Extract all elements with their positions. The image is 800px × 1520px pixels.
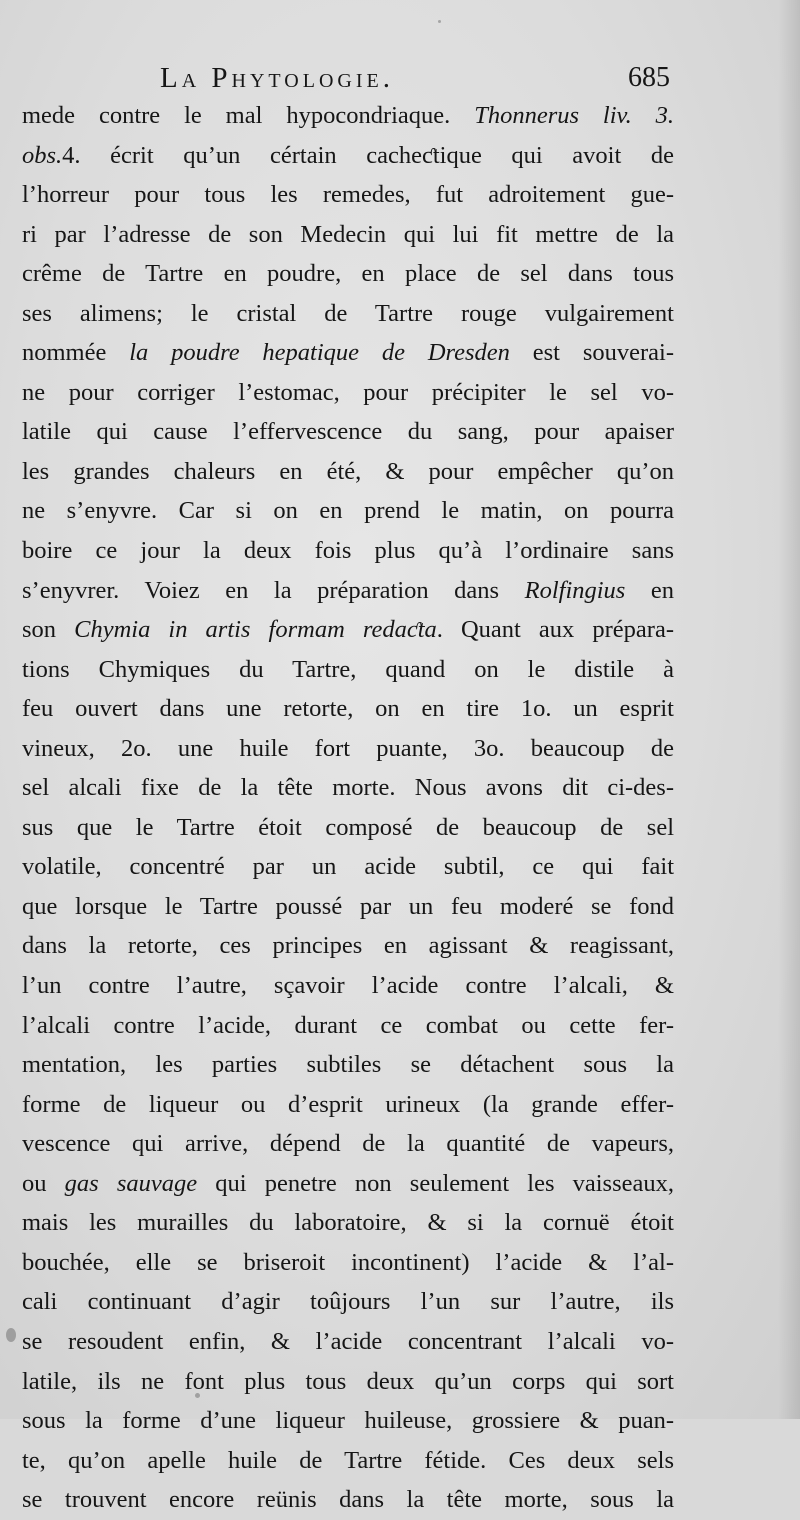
text-run: nommée: [22, 339, 130, 367]
text-line: [22, 768, 674, 808]
text-run: qui penetre non seulement les vaisseaux,: [197, 1169, 675, 1197]
paper-speck: [6, 1328, 16, 1342]
text-line: [22, 452, 674, 492]
text-line: [22, 571, 674, 611]
text-line: [22, 1362, 674, 1402]
text-run: que lorsque le Tartre poussé par un feu moderé se fond: [22, 892, 674, 920]
text-run: l’alcali contre l’acide, durant ce combat ou cette fer-: [22, 1011, 674, 1039]
text-line: [22, 650, 674, 690]
running-title: La Phytologie.: [160, 62, 394, 94]
paper-speck: [438, 20, 441, 23]
italic-run: Thonnerus liv. 3.: [474, 102, 674, 129]
text-run: les grandes chaleurs en été, & pour empêcher qu’on: [22, 457, 674, 485]
italic-run: Chymia in artis formam redaƈta: [74, 616, 437, 644]
italic-run: Rolfingius: [524, 576, 626, 604]
text-line: [22, 1203, 674, 1243]
text-run: se resoudent enfin, & l’acide concentrant l’alcali vo-: [22, 1327, 674, 1355]
text-run: en: [625, 576, 674, 604]
text-run: s’enyvrer. Voiez en la préparation dans: [22, 576, 525, 604]
text-line: [22, 808, 674, 848]
text-line: [22, 1480, 674, 1520]
text-run: feu ouvert dans une retorte, on en tire 1o. un esprit: [22, 695, 674, 723]
text-line: [22, 333, 674, 373]
text-run: son: [22, 616, 75, 644]
text-line: [22, 1164, 674, 1204]
text-line: [22, 1045, 674, 1085]
text-run: se trouvent encore reünis dans la tête morte, sous la: [22, 1486, 674, 1514]
text-line: [22, 1441, 674, 1481]
text-run: dans la retorte, ces principes en agissant & reagissant,: [22, 932, 674, 960]
text-run: vescence qui arrive, dépend de la quantité de vapeurs,: [22, 1130, 674, 1158]
text-line: [22, 1085, 674, 1125]
text-line: [22, 136, 674, 176]
text-line: [22, 926, 674, 966]
text-run: l’horreur pour tous les remedes, fut adroitement gue-: [22, 181, 674, 209]
text-run: sel alcali fixe de la tête morte. Nous avons dit ci-des-: [22, 774, 674, 802]
text-run: volatile, concentré par un acide subtil, ce qui fait: [22, 853, 674, 881]
text-line: [22, 689, 674, 729]
text-run: mais les murailles du laboratoire, & si la cornuë étoit: [22, 1209, 674, 1237]
text-line: [22, 1124, 674, 1164]
text-run: boire ce jour la deux fois plus qu’à l’ordinaire sans: [22, 537, 674, 565]
text-run: ses alimens; le cristal de Tartre rouge vulgairement: [22, 299, 674, 327]
text-line: [22, 531, 674, 571]
text-line: [22, 294, 674, 334]
text-run: sous la forme d’une liqueur huileuse, grossiere & puan-: [22, 1407, 674, 1435]
text-run: vineux, 2o. une huile fort puante, 3o. beaucoup de: [22, 734, 674, 762]
text-line: [22, 610, 674, 650]
text-run: l’un contre l’autre, sçavoir l’acide contre l’alcali, &: [22, 972, 674, 1000]
text-run: latile qui cause l’effervescence du sang, pour apaiser: [22, 418, 674, 446]
text-run: mentation, les parties subtiles se détachent sous la: [22, 1051, 674, 1079]
text-line: [22, 491, 674, 531]
text-line: [22, 412, 674, 452]
text-run: crême de Tartre en poudre, en place de sel dans tous: [22, 260, 674, 288]
text-run: ne s’enyvre. Car si on en prend le matin, on pourra: [22, 497, 674, 525]
text-line: [22, 887, 674, 927]
text-line: [22, 1243, 674, 1283]
text-run: tions Chymiques du Tartre, quand on le distile à: [22, 655, 674, 683]
italic-run: obs.: [22, 141, 63, 169]
text-run: te, qu’on apelle huile de Tartre fétide. Ces deux sels: [22, 1446, 674, 1474]
text-line: [22, 1006, 674, 1046]
text-run: sus que le Tartre étoit composé de beaucoup de sel: [22, 813, 674, 841]
text-line: [22, 847, 674, 887]
text-run: 4. écrit qu’un cértain cacheƈtique qui avoit de: [62, 141, 674, 169]
text-line: [22, 215, 674, 255]
text-run: cali continuant d’agir toûjours l’un sur l’autre, ils: [22, 1288, 674, 1316]
italic-run: la poudre hepatique de Dresden: [129, 339, 510, 367]
text-run: ri par l’adresse de son Medecin qui lui fit mettre de la: [22, 220, 674, 248]
text-line: [22, 966, 674, 1006]
text-run: bouchée, elle se briseroit incontinent) l’acide & l’al-: [22, 1248, 674, 1276]
text-run: mede contre le mal hypocondriaque.: [22, 102, 475, 129]
text-run: ou: [22, 1169, 65, 1197]
text-line: [22, 1322, 674, 1362]
text-line: [22, 175, 674, 215]
text-run: . Quant aux prépara-: [436, 616, 674, 644]
text-line: [22, 96, 674, 136]
paper-speck: [195, 1393, 200, 1398]
text-line: [22, 254, 674, 294]
text-line: [22, 1282, 674, 1322]
text-run: est souverai-: [509, 339, 674, 367]
body-text: [22, 96, 674, 1520]
page-header: [160, 58, 670, 98]
text-line: [22, 1401, 674, 1441]
text-run: ne pour corriger l’estomac, pour précipiter le sel vo-: [22, 378, 674, 406]
page-number: 685: [628, 62, 670, 93]
text-line: [22, 373, 674, 413]
page-edge-shadow: [778, 0, 800, 1419]
italic-run: gas sauvage: [64, 1169, 198, 1197]
text-run: latile, ils ne font plus tous deux qu’un corps qui sort: [22, 1367, 674, 1395]
text-line: [22, 729, 674, 769]
text-run: forme de liqueur ou d’esprit urineux (la grande effer-: [22, 1090, 674, 1118]
